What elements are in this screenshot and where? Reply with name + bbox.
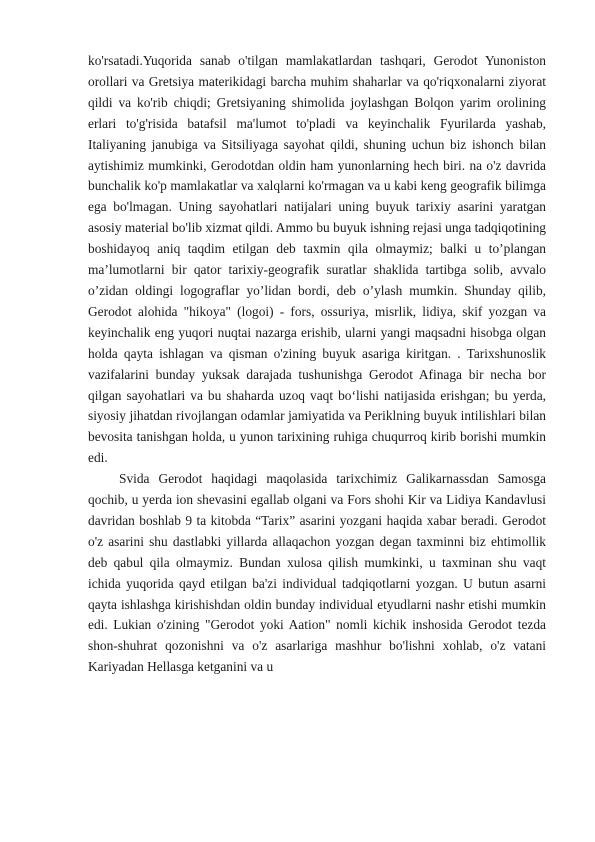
paragraph-1: ko'rsatadi.Yuqorida sanab o'tilgan mamlakatlardan tashqari, Gerodot Yunoniston orollari va Gretsiya materikidagi barcha muhim shaharlar va qo'riqxonalarni ziyorat qildi va ko'rib chiqdi; Gretsiyaning shimolida joylashgan Bolqon yarim orolining erlari to'g'risida batafsil ma'lumot to'pladi va keyinchalik Fyurilarda yashab, Italiyaning janubiga va Sitsiliyaga sayohat qildi, shuning uchun biz ishonch bilan aytishimiz mumkinki, Gerodotdan oldin ham yunonlarning hech biri. na o'z davrida bunchalik ko'p mamlakatlar va xalqlarni ko'rmagan va u kabi keng geografik bilimga ega bo'lmagan. Uning sayohatlari natijalari uning buyuk tarixiy asarini yaratgan asosiy material bo'lib xizmat qildi. Ammo bu buyuk ishning rejasi unga tadqiqotining boshidayoq aniq taqdim etilgan deb taxmin qila olmaymiz; balki u to’plangan ma’lumotlarni bir qator tarixiy-geografik suratlar shaklida tartibga solib, avvalo o’zidan oldingi logograflar yo’lidan bordi, deb o’ylash mumkin. Shunday qilib, Gerodot alohida "hikoya" (logoi) - fors, ossuriya, misrlik, lidiya, skif yozgan va keyinchalik eng yuqori nuqtai nazarga erishib, ularni yangi maqsadni hisobga olgan holda qayta ishlagan va qisman o'zining buyuk asariga kiritgan. . Tarixshunoslik vazifalarini bunday yuksak darajada tushunishga Gerodot Afinaga bir necha bor qilgan sayohatlari va bu shaharda uzoq vaqt bo‘lishi natijasida erishgan; bu yerda, siyosiy jihatdan rivojlangan odamlar jamiyatida va Periklning buyuk intilishlari bilan bevosita tanishgan holda, u yunon tarixining ruhiga chuqurroq kirib borishi mumkin edi. [88,53,546,466]
paragraph-2: Svida Gerodot haqidagi maqolasida tarixchimiz Galikarnassdan Samosga qochib, u yerda ion shevasini egallab olgani va Fors shohi Kir va Lidiya Kandavlusi davridan boshlab 9 ta kitobda “Tarix” asarini yozgani haqida xabar beradi. Gerodot o'z asarini shu dastlabki yillarda allaqachon yozgan degan taxminni biz ehtimollik deb qabul qila olmaymiz. Bundan xulosa qilish mumkinki, u taxminan shu vaqt ichida yuqorida qayd etilgan ba'zi individual tadqiqotlarni yozgan. U butun asarni qayta ishlashga kirishishdan oldin bunday individual etyudlarni nashr etishi mumkin edi. Lukian o'zining "Gerodot yoki Aation" nomli kichik inshosida Gerodot tezda shon-shuhrat qozonishni va o'z asarlariga mashhur bo'lishni xohlab, o'z vatani Kariyadan Hellasga ketganini va u [88,471,546,675]
body-text [88,51,546,678]
